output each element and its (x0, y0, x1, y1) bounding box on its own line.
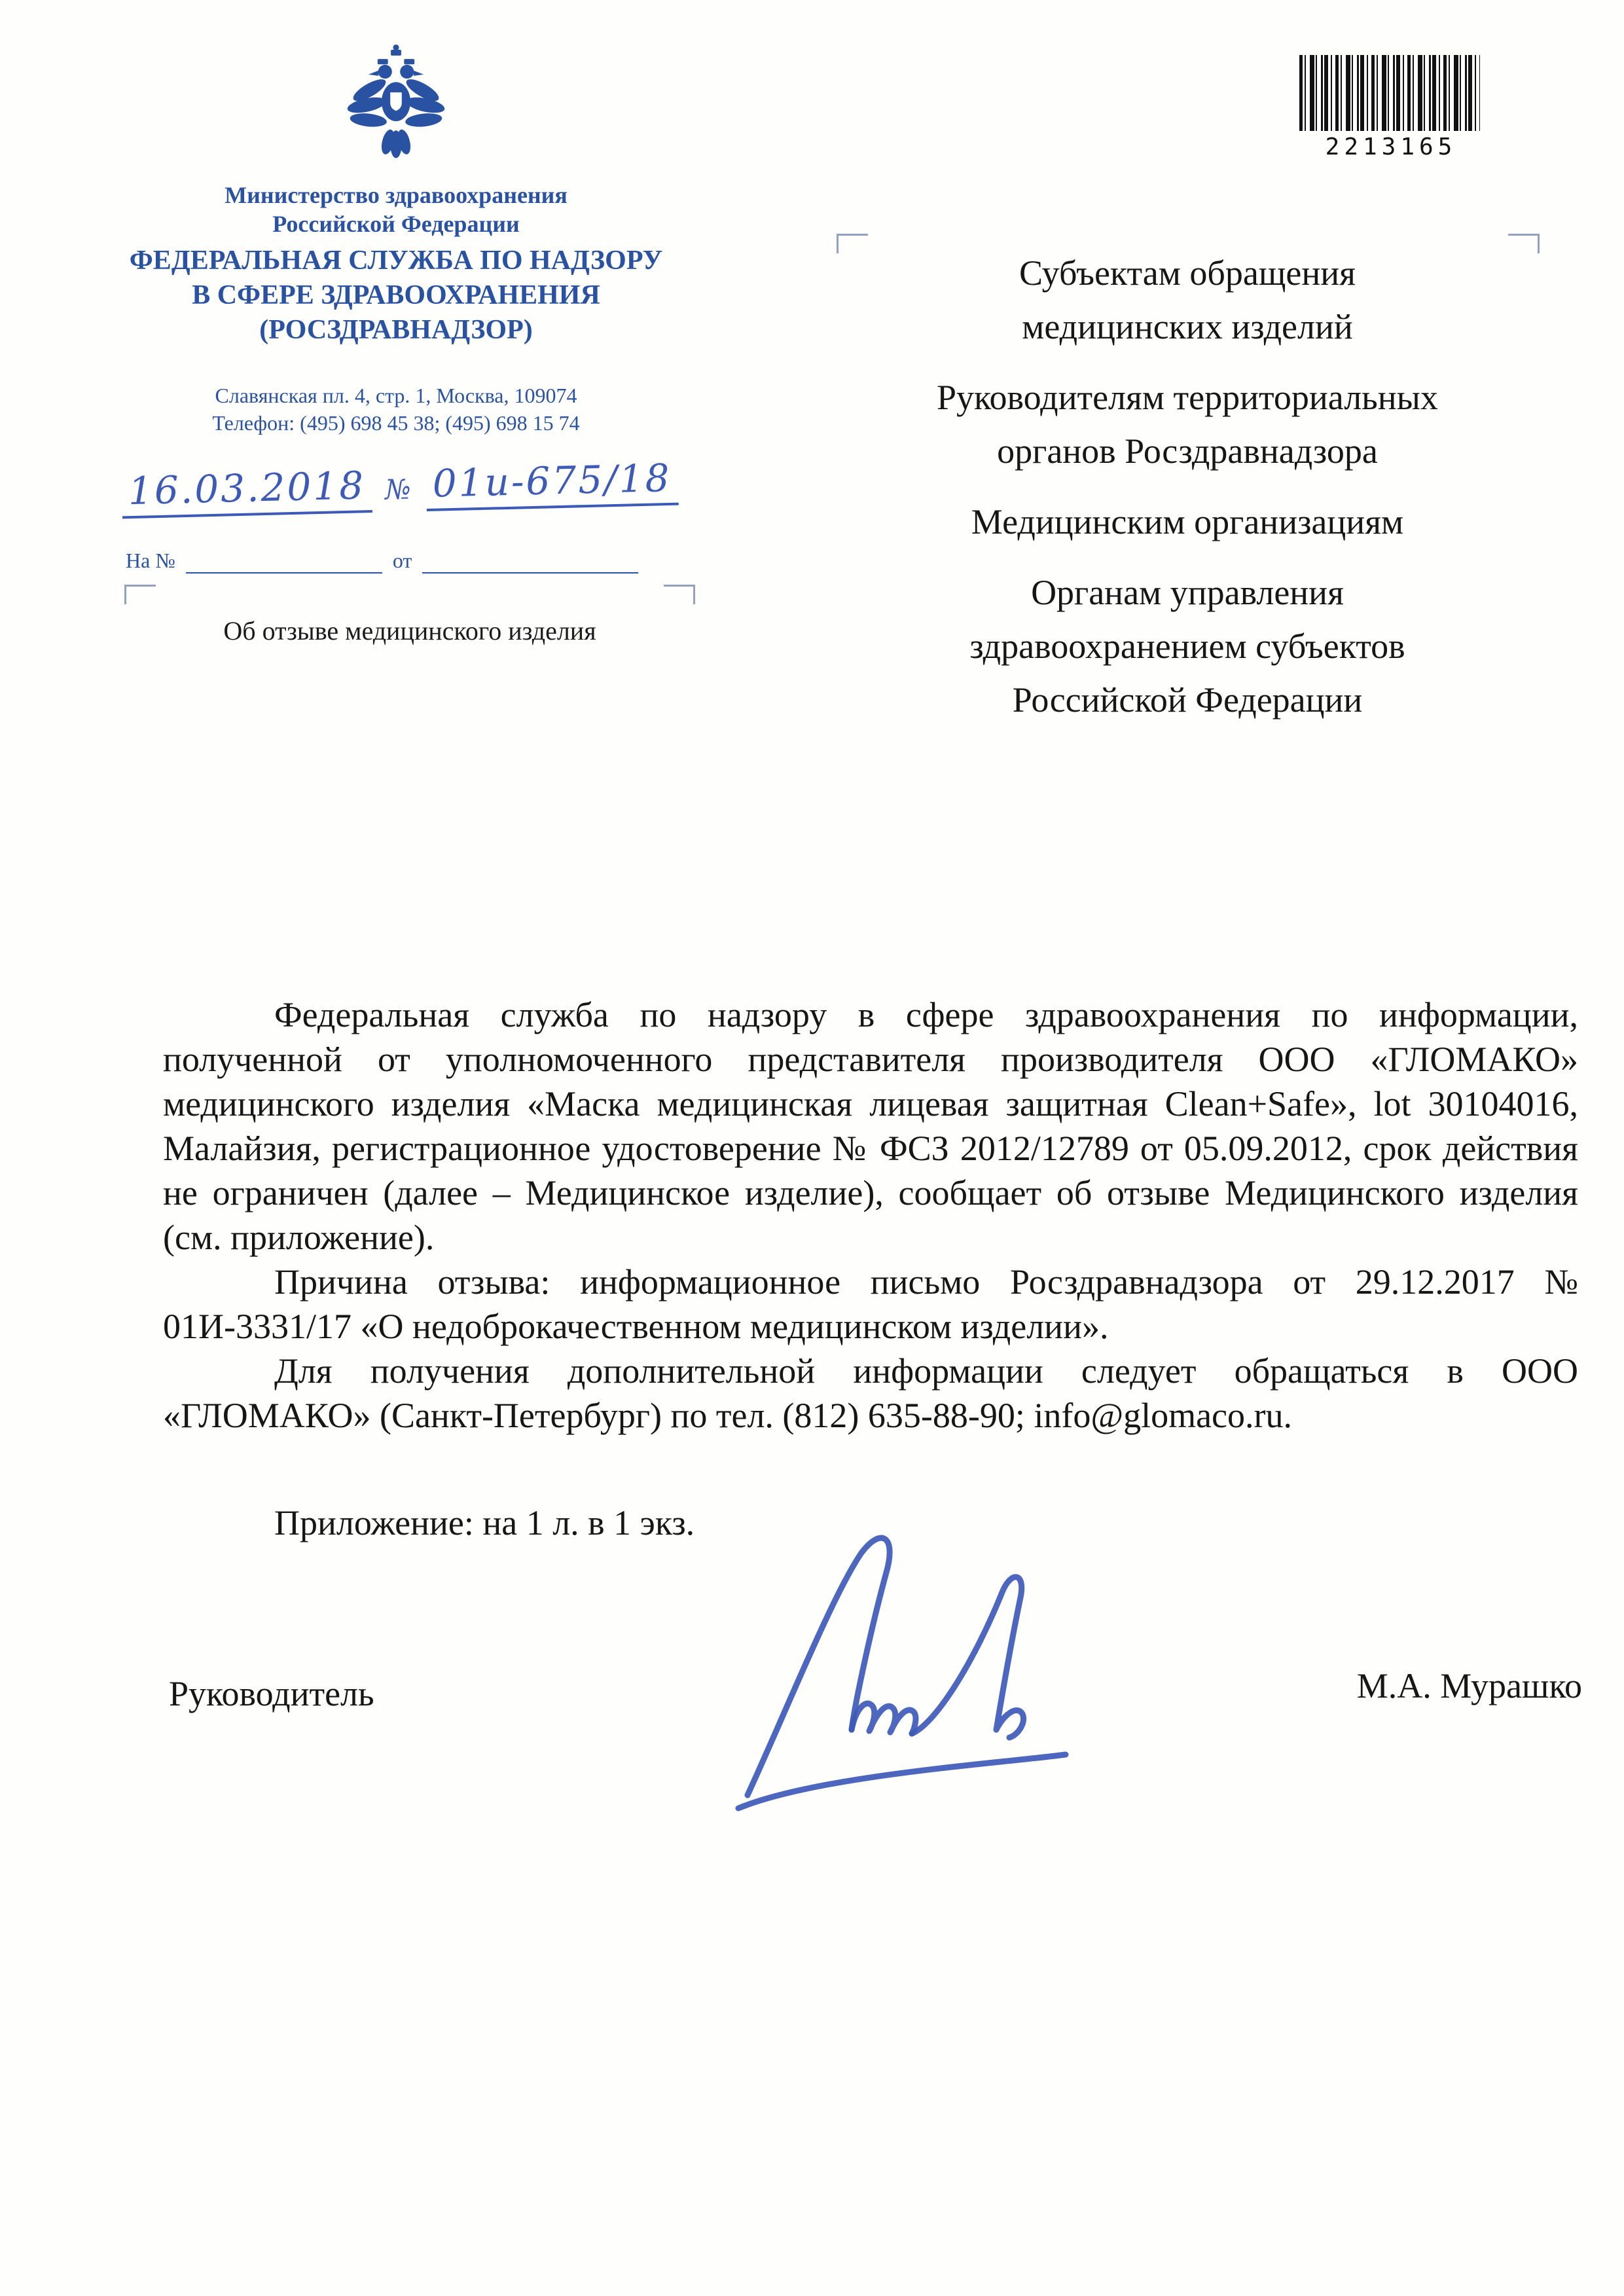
letter-body (163, 993, 1578, 1545)
signer-title: Руководитель (169, 1674, 374, 1713)
coat-of-arms-icon (338, 39, 454, 166)
addressee: Руководителям территориальных органов Росздравнадзора (937, 378, 1438, 471)
outgoing-number: 01и-675/18 (425, 456, 679, 511)
reference-line (126, 547, 638, 574)
addressee: Органам управления здравоохранением субъектов Российской Федерации (969, 573, 1405, 720)
corner-mark-icon (664, 585, 695, 604)
ref-ot-label: от (392, 549, 412, 572)
service-line3: (РОСЗДРАВНАДЗОР) (259, 315, 533, 345)
addressee-list (837, 246, 1538, 744)
addressee: Субъектам обращения медицинских изделий (1019, 253, 1356, 346)
corner-mark-icon (124, 585, 156, 604)
signer-name: М.А. Мурашко (1356, 1666, 1582, 1705)
outgoing-date: 16.03.2018 (121, 463, 372, 519)
body-paragraphs (163, 993, 1578, 1438)
signature-icon (720, 1512, 1100, 1820)
address-line: Славянская пл. 4, стр. 1, Москва, 109074 (215, 384, 577, 407)
service-line1: ФЕДЕРАЛЬНАЯ СЛУЖБА ПО НАДЗОРУ (129, 246, 663, 276)
contact-block (118, 382, 674, 437)
number-sign: № (384, 473, 414, 506)
phone-line: Телефон: (495) 698 45 38; (495) 698 15 74 (212, 411, 580, 435)
service-name (118, 244, 674, 348)
subject-line: Об отзыве медицинского изделия (223, 616, 596, 646)
letterhead (118, 39, 674, 437)
ministry-name (118, 181, 674, 238)
ref-number-blank (186, 550, 382, 574)
barcode-block (1299, 55, 1483, 160)
paragraph: Для получения дополнительной информации следует обращаться в ООО «ГЛОМАКО» (Санкт-Петербург) по тел. (812) 635-88-90; info@glomaco.ru. (163, 1351, 1578, 1435)
outgoing-stamp (121, 456, 678, 519)
ref-na-label: На № (126, 549, 175, 572)
ref-date-blank (422, 550, 638, 574)
barcode-icon (1299, 55, 1480, 131)
attachment-line: Приложение: на 1 л. в 1 экз. (274, 1503, 695, 1542)
service-line2: В СФЕРЕ ЗДРАВООХРАНЕНИЯ (192, 280, 600, 310)
ministry-line2: Российской Федерации (272, 211, 520, 237)
barcode-number: 2213165 (1325, 134, 1457, 160)
ministry-line1: Министерство здравоохранения (225, 182, 568, 208)
addressee: Медицинским организациям (971, 502, 1404, 541)
paragraph: Федеральная служба по надзору в сфере здравоохранения по информации, полученной от уполномоченного представителя производителя ООО «ГЛОМАКО» медицинского изделия «Маска медицинская лицевая защитная Clean+Safe», lot 30104016, Малайзия, регистрационное удостоверение № ФСЗ 2012/12789 от 05.09.2012, срок действия не ограничен (далее – Медицинское изделие), сообщает об отзыве Медицинского изделия (см. приложение). (163, 995, 1578, 1257)
paragraph: Причина отзыва: информационное письмо Росздравнадзора от 29.12.2017 № 01И-3331/17 «О недоброкачественном медицинском изделии». (163, 1262, 1578, 1346)
